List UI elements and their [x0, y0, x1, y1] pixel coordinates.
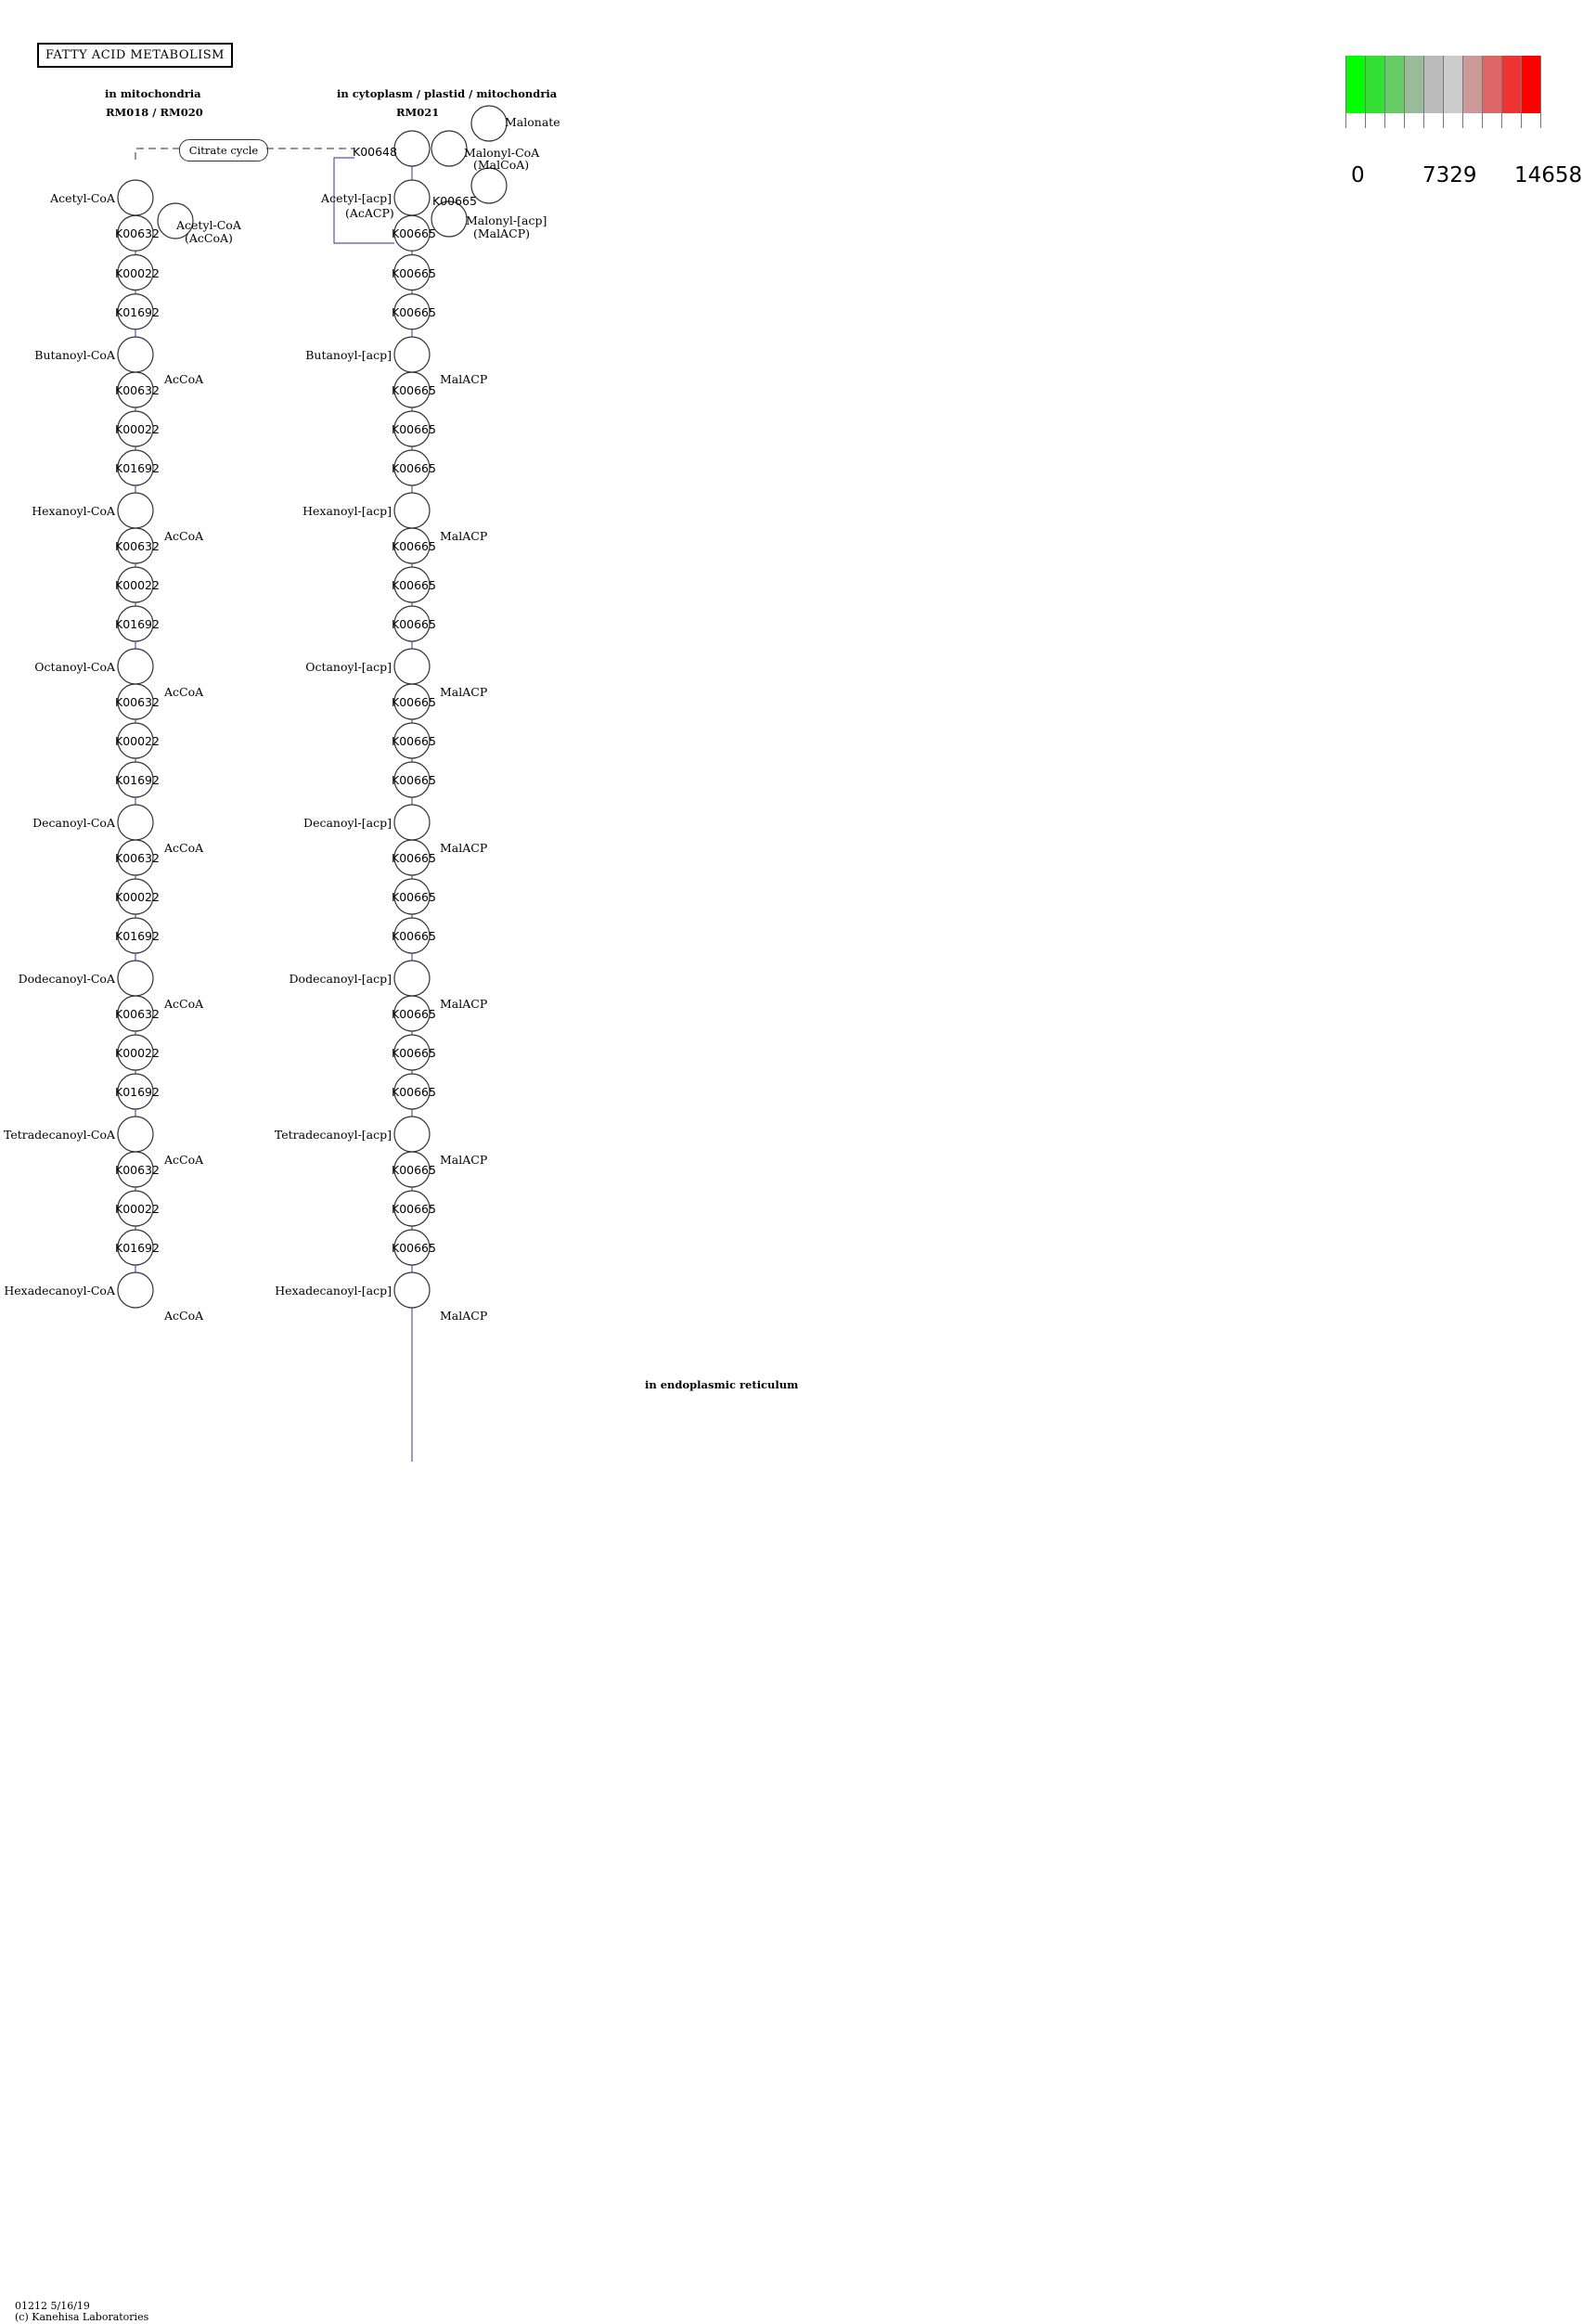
mito-compound-node — [118, 1272, 153, 1308]
ko-malonate[interactable]: K00648 — [353, 145, 397, 159]
cyto-compound-node — [394, 649, 430, 684]
compartment-mito-module: RM018 / RM020 — [106, 106, 203, 119]
cyto-compound-label: Hexadecanoyl-[acp] — [275, 1284, 392, 1298]
mito-compound-label: Hexadecanoyl-CoA — [4, 1284, 115, 1298]
cyto-compound-label: Butanoyl-[acp] — [305, 348, 392, 362]
cyto-compound-node — [394, 1272, 430, 1308]
mito-ko-label[interactable]: K01692 — [115, 1241, 160, 1255]
mito-compound-label: Acetyl-CoA — [50, 191, 115, 205]
cyto-side-malacp: MalACP — [440, 1153, 488, 1167]
acetyl-acp-abbr: (AcACP) — [345, 206, 394, 220]
legend-max-label: 14658 — [1514, 163, 1583, 187]
cyto-side-malacp: MalACP — [440, 685, 488, 699]
footer-copyright: (c) Kanehisa Laboratories — [15, 2311, 149, 2323]
cyto-ko-label[interactable]: K00665 — [392, 1046, 436, 1060]
compartment-cyto: in cytoplasm / plastid / mitochondria — [337, 87, 558, 100]
mito-compound-node — [118, 493, 153, 528]
mito-compound-label: Octanoyl-CoA — [34, 660, 115, 674]
mito-compound-label: Hexanoyl-CoA — [32, 504, 115, 518]
mito-compound-label: Tetradecanoyl-CoA — [3, 1128, 115, 1142]
mito-compound-node — [118, 649, 153, 684]
cyto-ko-label[interactable]: K00665 — [392, 304, 436, 319]
compartment-cyto-module: RM021 — [396, 106, 440, 119]
mito-compound-node — [118, 1117, 153, 1152]
cyto-ko-label[interactable]: K00665 — [392, 422, 436, 436]
cyto-ko-label[interactable]: K00665 — [392, 773, 436, 787]
mito-compound-node — [118, 961, 153, 996]
cyto-compound-node — [394, 805, 430, 840]
cyto-compound-label: Tetradecanoyl-[acp] — [274, 1128, 392, 1142]
cyto-ko-label[interactable]: K00665 — [392, 1007, 436, 1021]
mito-ko-label[interactable]: K00632 — [115, 1007, 160, 1021]
mito-ko-label[interactable]: K00022 — [115, 734, 160, 748]
mito-ko-label[interactable]: K00632 — [115, 226, 160, 241]
mito-ko-label[interactable]: K00632 — [115, 695, 160, 709]
cyto-ko-label[interactable]: K00665 — [392, 695, 436, 709]
cyto-compound-node — [394, 180, 430, 215]
mito-side-accoa: AcCoA — [164, 997, 204, 1011]
cyto-compound-label: Acetyl-[acp] — [321, 191, 392, 205]
cyto-side-malacp: MalACP — [440, 529, 488, 543]
mito-ko-label[interactable]: K00632 — [115, 383, 160, 397]
cyto-side-malacp: MalACP — [440, 841, 488, 855]
footer-id: 01212 5/16/19 — [15, 2300, 90, 2312]
mito-ko-label[interactable]: K01692 — [115, 1085, 160, 1099]
mito-compound-node — [118, 337, 153, 372]
citrate-cycle-edge — [135, 148, 179, 160]
acetyl-coa-label: Acetyl-CoA (AcCoA) — [176, 218, 241, 245]
mito-ko-label[interactable]: K00632 — [115, 1163, 160, 1177]
mito-ko-label[interactable]: K00022 — [115, 1202, 160, 1216]
cyto-ko-label[interactable]: K00665 — [392, 461, 436, 475]
malonyl-acp-abbr: (MalACP) — [473, 226, 531, 240]
mito-side-accoa: AcCoA — [164, 1153, 204, 1167]
cyto-ko-label[interactable]: K00665 — [392, 539, 436, 553]
malonyl-coa-label: Malonyl-CoA — [464, 146, 540, 160]
cyto-compound-node — [394, 961, 430, 996]
cyto-ko-label[interactable]: K00665 — [392, 929, 436, 943]
mito-ko-label[interactable]: K00022 — [115, 578, 160, 592]
cyto-side-malacp: MalACP — [440, 997, 488, 1011]
cyto-ko-label[interactable]: K00665 — [392, 383, 436, 397]
cyto-compound-label: Octanoyl-[acp] — [305, 660, 392, 674]
legend-min-label: 0 — [1351, 163, 1365, 187]
mito-ko-label[interactable]: K00022 — [115, 265, 160, 280]
citrate-cycle-label: Citrate cycle — [188, 144, 259, 157]
mito-ko-label[interactable]: K00022 — [115, 890, 160, 904]
compartment-er: in endoplasmic reticulum — [645, 1378, 799, 1391]
malonate-label: Malonate — [505, 115, 560, 129]
cyto-ko-label[interactable]: K00665 — [392, 578, 436, 592]
ko-acp[interactable]: K00665 — [432, 194, 477, 208]
cyto-compound-node — [394, 337, 430, 372]
mito-compound-node — [118, 805, 153, 840]
mito-side-accoa: AcCoA — [164, 685, 204, 699]
pathway-edges — [135, 145, 412, 1462]
cyto-compound-node — [394, 1117, 430, 1152]
malonyl-acp-label: Malonyl-[acp] — [466, 213, 547, 227]
mito-ko-label[interactable]: K01692 — [115, 461, 160, 475]
cyto-side-malacp: MalACP — [440, 372, 488, 386]
cyto-ko-label[interactable]: K00665 — [392, 851, 436, 865]
mito-side-accoa: AcCoA — [164, 1309, 204, 1323]
cyto-compound-label: Hexanoyl-[acp] — [302, 504, 392, 518]
cyto-ko-label[interactable]: K00665 — [392, 890, 436, 904]
cyto-ko-label[interactable]: K00665 — [392, 617, 436, 631]
cyto-compound-node — [394, 493, 430, 528]
mito-ko-label[interactable]: K00632 — [115, 539, 160, 553]
cyto-ko-label[interactable]: K00665 — [392, 734, 436, 748]
cyto-compound-label: Decanoyl-[acp] — [303, 816, 392, 830]
malonate-node — [471, 106, 507, 141]
mito-compound-label: Decanoyl-CoA — [32, 816, 115, 830]
mito-side-accoa: AcCoA — [164, 841, 204, 855]
cyto-compound-label: Dodecanoyl-[acp] — [289, 972, 392, 986]
mito-ko-label[interactable]: K00022 — [115, 1046, 160, 1060]
legend-mid-label: 7329 — [1422, 163, 1477, 187]
mito-compound-label: Butanoyl-CoA — [34, 348, 115, 362]
mito-ko-label[interactable]: K01692 — [115, 929, 160, 943]
cyto-side-malacp: MalACP — [440, 1309, 488, 1323]
cyto-ko-label[interactable]: K00665 — [392, 1163, 436, 1177]
map-title-text: FATTY ACID METABOLISM — [45, 48, 225, 62]
mito-ko-label[interactable]: K00022 — [115, 422, 160, 436]
cyto-ko-label[interactable]: K00665 — [392, 1085, 436, 1099]
citrate-cycle-link[interactable] — [179, 139, 268, 161]
mito-side-accoa: AcCoA — [164, 372, 204, 386]
mito-side-accoa: AcCoA — [164, 529, 204, 543]
mito-ko-label[interactable]: K01692 — [115, 304, 160, 319]
cyto-ko-label[interactable]: K00665 — [392, 1202, 436, 1216]
cyto-ko-label[interactable]: K00665 — [392, 226, 436, 241]
mito-compound-label: Dodecanoyl-CoA — [18, 972, 115, 986]
cyto-ko-label[interactable]: K00665 — [392, 265, 436, 280]
acetyl-acp-node — [394, 131, 430, 166]
mito-compound-node — [118, 180, 153, 215]
mito-ko-label[interactable]: K01692 — [115, 773, 160, 787]
mito-ko-label[interactable]: K01692 — [115, 617, 160, 631]
malonyl-coa-node — [431, 131, 467, 166]
compartment-mito: in mitochondria — [105, 87, 201, 100]
cyto-ko-label[interactable]: K00665 — [392, 1241, 436, 1255]
malonyl-coa-abbr: (MalCoA) — [473, 158, 530, 172]
mito-ko-label[interactable]: K00632 — [115, 851, 160, 865]
